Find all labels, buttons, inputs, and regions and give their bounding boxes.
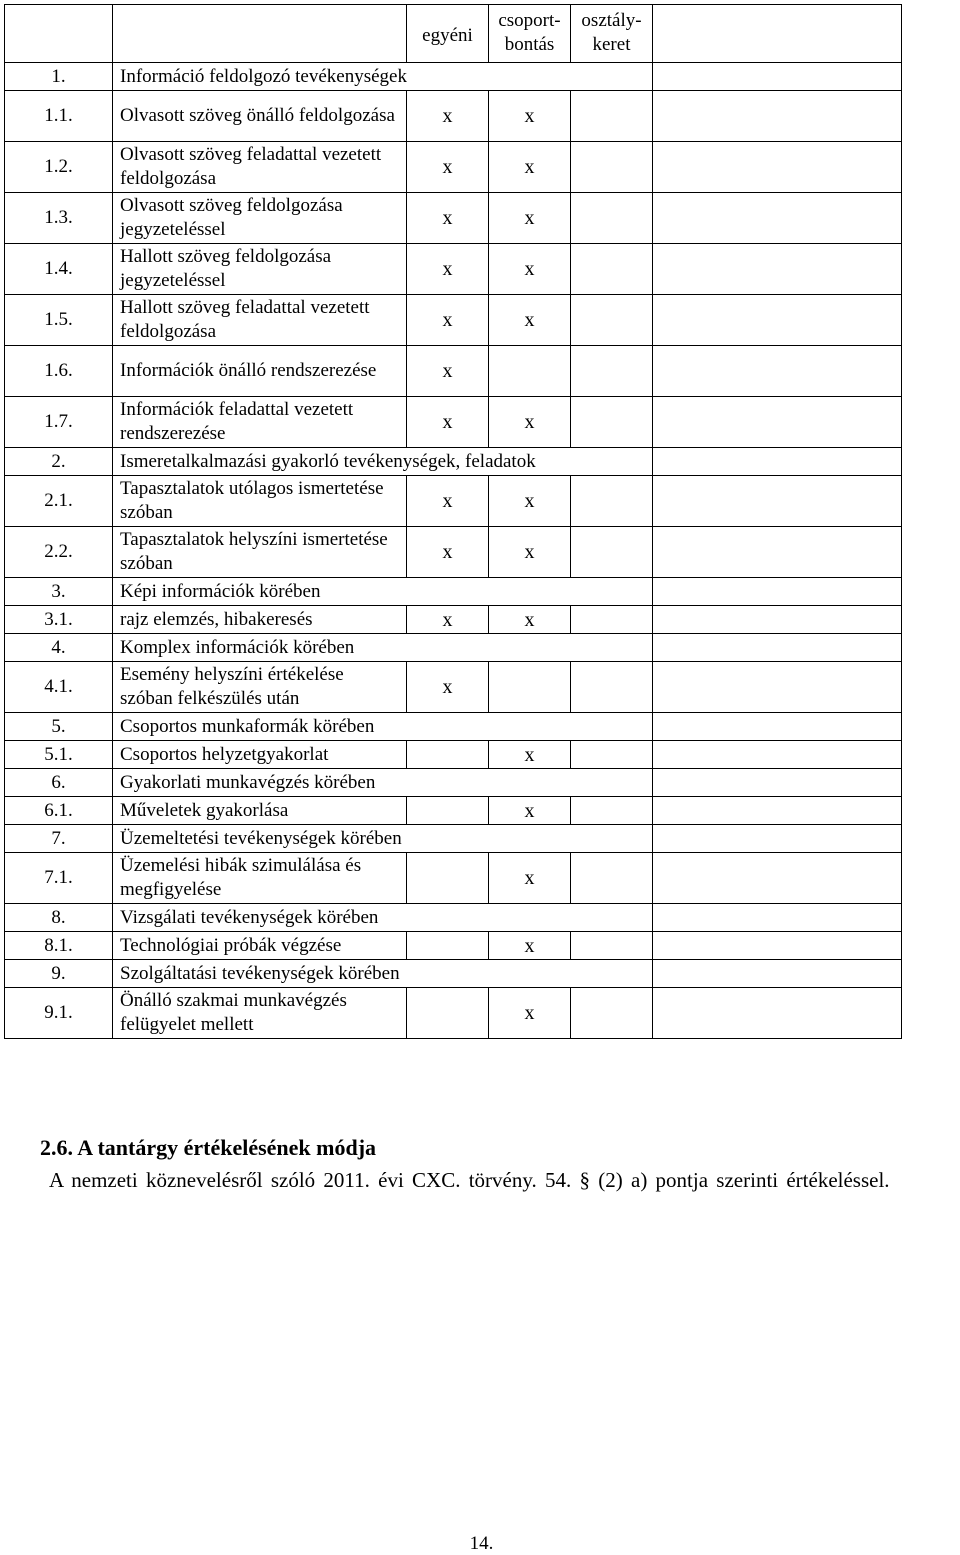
- item-number: 1.7.: [5, 397, 113, 448]
- group-mark: x: [489, 988, 571, 1039]
- individual-mark: [407, 741, 489, 769]
- blank-cell: [653, 142, 902, 193]
- blank-cell: [653, 476, 902, 527]
- blank-cell: [653, 904, 902, 932]
- section-row: [5, 904, 902, 932]
- item-description: Tapasztalatok utólagos ismertetése szóban: [113, 476, 407, 527]
- header-group: [489, 5, 571, 63]
- blank-cell: [653, 397, 902, 448]
- table-row: [5, 797, 902, 825]
- item-number: 1.6.: [5, 346, 113, 397]
- group-mark: x: [489, 142, 571, 193]
- item-description: rajz elemzés, hibakeresés: [113, 606, 407, 634]
- individual-mark: [407, 988, 489, 1039]
- section-heading: 2.6. A tantárgy értékelésének módja: [40, 1135, 377, 1160]
- class-mark: [571, 932, 653, 960]
- class-mark: [571, 193, 653, 244]
- class-mark: [571, 741, 653, 769]
- group-mark: x: [489, 397, 571, 448]
- blank-cell: [653, 606, 902, 634]
- blank-cell: [653, 960, 902, 988]
- section-number: 6.: [5, 769, 113, 797]
- section-title: Képi információk körében: [113, 578, 653, 606]
- individual-mark: x: [407, 397, 489, 448]
- section-title: Komplex információk körében: [113, 634, 653, 662]
- class-mark: [571, 988, 653, 1039]
- page-number: 14.: [469, 1533, 494, 1554]
- item-number: 8.1.: [5, 932, 113, 960]
- class-mark: [571, 397, 653, 448]
- header-individual: [407, 5, 489, 63]
- group-mark: x: [489, 476, 571, 527]
- blank-cell: [653, 527, 902, 578]
- class-mark: [571, 91, 653, 142]
- item-number: 4.1.: [5, 662, 113, 713]
- blank-cell: [653, 853, 902, 904]
- individual-mark: x: [407, 662, 489, 713]
- blank-cell: [653, 662, 902, 713]
- blank-cell: [653, 578, 902, 606]
- table-row: [5, 295, 902, 346]
- table-row: [5, 91, 902, 142]
- section-title: Információ feldolgozó tevékenységek: [113, 63, 653, 91]
- individual-mark: x: [407, 142, 489, 193]
- class-mark: [571, 606, 653, 634]
- table-row: [5, 932, 902, 960]
- individual-mark: [407, 797, 489, 825]
- section-title: Üzemeltetési tevékenységek körében: [113, 825, 653, 853]
- section-row: [5, 63, 902, 91]
- table-row: [5, 662, 902, 713]
- section-number: 9.: [5, 960, 113, 988]
- item-description: Olvasott szöveg önálló feldolgozása: [113, 91, 407, 142]
- class-mark: [571, 142, 653, 193]
- class-mark: [571, 527, 653, 578]
- section-row: [5, 960, 902, 988]
- blank-cell: [653, 932, 902, 960]
- item-description: Információk feladattal vezetett rendszerezése: [113, 397, 407, 448]
- item-number: 6.1.: [5, 797, 113, 825]
- blank-cell: [653, 825, 902, 853]
- class-mark: [571, 476, 653, 527]
- blank-cell: [653, 741, 902, 769]
- header-class-label: osztály- keret: [581, 10, 642, 55]
- group-mark: x: [489, 527, 571, 578]
- section-row: [5, 578, 902, 606]
- item-number: 1.2.: [5, 142, 113, 193]
- section-number: 8.: [5, 904, 113, 932]
- table-row: [5, 244, 902, 295]
- class-mark: [571, 244, 653, 295]
- blank-cell: [653, 769, 902, 797]
- individual-mark: [407, 932, 489, 960]
- item-description: Technológiai próbák végzése: [113, 932, 407, 960]
- table-row: [5, 346, 902, 397]
- item-description: Tapasztalatok helyszíni ismertetése szóban: [113, 527, 407, 578]
- class-mark: [571, 797, 653, 825]
- blank-cell: [653, 448, 902, 476]
- section-title: Szolgáltatási tevékenységek körében: [113, 960, 653, 988]
- group-mark: [489, 346, 571, 397]
- header-individual-label: egyéni: [422, 24, 473, 46]
- item-description: Hallott szöveg feladattal vezetett feldolgozása: [113, 295, 407, 346]
- header-blank-cell: [5, 5, 113, 63]
- section-number: 7.: [5, 825, 113, 853]
- group-mark: x: [489, 741, 571, 769]
- blank-cell: [653, 797, 902, 825]
- section-title: Gyakorlati munkavégzés körében: [113, 769, 653, 797]
- table-row: [5, 142, 902, 193]
- table-row: [5, 606, 902, 634]
- header-group-label: csoport- bontás: [498, 10, 561, 55]
- item-number: 3.1.: [5, 606, 113, 634]
- section-number: 2.: [5, 448, 113, 476]
- group-mark: x: [489, 797, 571, 825]
- group-mark: x: [489, 932, 571, 960]
- group-mark: x: [489, 91, 571, 142]
- group-mark: x: [489, 193, 571, 244]
- individual-mark: x: [407, 295, 489, 346]
- item-description: Műveletek gyakorlása: [113, 797, 407, 825]
- blank-cell: [653, 346, 902, 397]
- blank-cell: [653, 91, 902, 142]
- section-body: A nemzeti köznevelésről szóló 2011. évi CXC. törvény. 54. § (2) a) pontja szerinti értékeléssel.: [49, 1168, 890, 1192]
- class-mark: [571, 853, 653, 904]
- section-number: 5.: [5, 713, 113, 741]
- item-description: Csoportos helyzetgyakorlat: [113, 741, 407, 769]
- item-number: 1.4.: [5, 244, 113, 295]
- table-row: [5, 193, 902, 244]
- group-mark: x: [489, 244, 571, 295]
- item-number: 2.1.: [5, 476, 113, 527]
- item-description: Információk önálló rendszerezése: [113, 346, 407, 397]
- class-mark: [571, 295, 653, 346]
- header-class: [571, 5, 653, 63]
- blank-cell: [653, 988, 902, 1039]
- blank-cell: [653, 295, 902, 346]
- individual-mark: [407, 853, 489, 904]
- individual-mark: x: [407, 244, 489, 295]
- table-row: [5, 527, 902, 578]
- group-mark: x: [489, 295, 571, 346]
- individual-mark: x: [407, 193, 489, 244]
- group-mark: x: [489, 606, 571, 634]
- individual-mark: x: [407, 527, 489, 578]
- section-number: 4.: [5, 634, 113, 662]
- item-number: 5.1.: [5, 741, 113, 769]
- table-row: [5, 741, 902, 769]
- header-blank-cell: [653, 5, 902, 63]
- item-number: 2.2.: [5, 527, 113, 578]
- section-row: [5, 634, 902, 662]
- table-row: [5, 988, 902, 1039]
- header-row: [5, 5, 902, 63]
- item-number: 1.3.: [5, 193, 113, 244]
- section-number: 3.: [5, 578, 113, 606]
- blank-cell: [653, 244, 902, 295]
- blank-cell: [653, 634, 902, 662]
- section-title: Vizsgálati tevékenységek körében: [113, 904, 653, 932]
- item-description: Olvasott szöveg feladattal vezetett feldolgozása: [113, 142, 407, 193]
- item-number: 1.1.: [5, 91, 113, 142]
- item-description: Hallott szöveg feldolgozása jegyzeteléssel: [113, 244, 407, 295]
- section-title: Ismeretalkalmazási gyakorló tevékenységek, feladatok: [113, 448, 653, 476]
- individual-mark: x: [407, 91, 489, 142]
- item-description: Önálló szakmai munkavégzés felügyelet mellett: [113, 988, 407, 1039]
- activity-table: [4, 4, 902, 1039]
- blank-cell: [653, 193, 902, 244]
- section-row: [5, 825, 902, 853]
- section-row: [5, 448, 902, 476]
- table-row: [5, 476, 902, 527]
- individual-mark: x: [407, 476, 489, 527]
- blank-cell: [653, 713, 902, 741]
- section-number: 1.: [5, 63, 113, 91]
- item-number: 9.1.: [5, 988, 113, 1039]
- item-description: Üzemelési hibák szimulálása és megfigyelése: [113, 853, 407, 904]
- table-row: [5, 853, 902, 904]
- item-number: 7.1.: [5, 853, 113, 904]
- table-row: [5, 397, 902, 448]
- section-title: Csoportos munkaformák körében: [113, 713, 653, 741]
- group-mark: [489, 662, 571, 713]
- header-blank-cell: [113, 5, 407, 63]
- individual-mark: x: [407, 346, 489, 397]
- blank-cell: [653, 63, 902, 91]
- table-body: [5, 5, 902, 1039]
- individual-mark: x: [407, 606, 489, 634]
- section-row: [5, 769, 902, 797]
- class-mark: [571, 662, 653, 713]
- class-mark: [571, 346, 653, 397]
- section-row: [5, 713, 902, 741]
- group-mark: x: [489, 853, 571, 904]
- item-description: Olvasott szöveg feldolgozása jegyzeteléssel: [113, 193, 407, 244]
- item-description: Esemény helyszíni értékelése szóban felkészülés után: [113, 662, 407, 713]
- item-number: 1.5.: [5, 295, 113, 346]
